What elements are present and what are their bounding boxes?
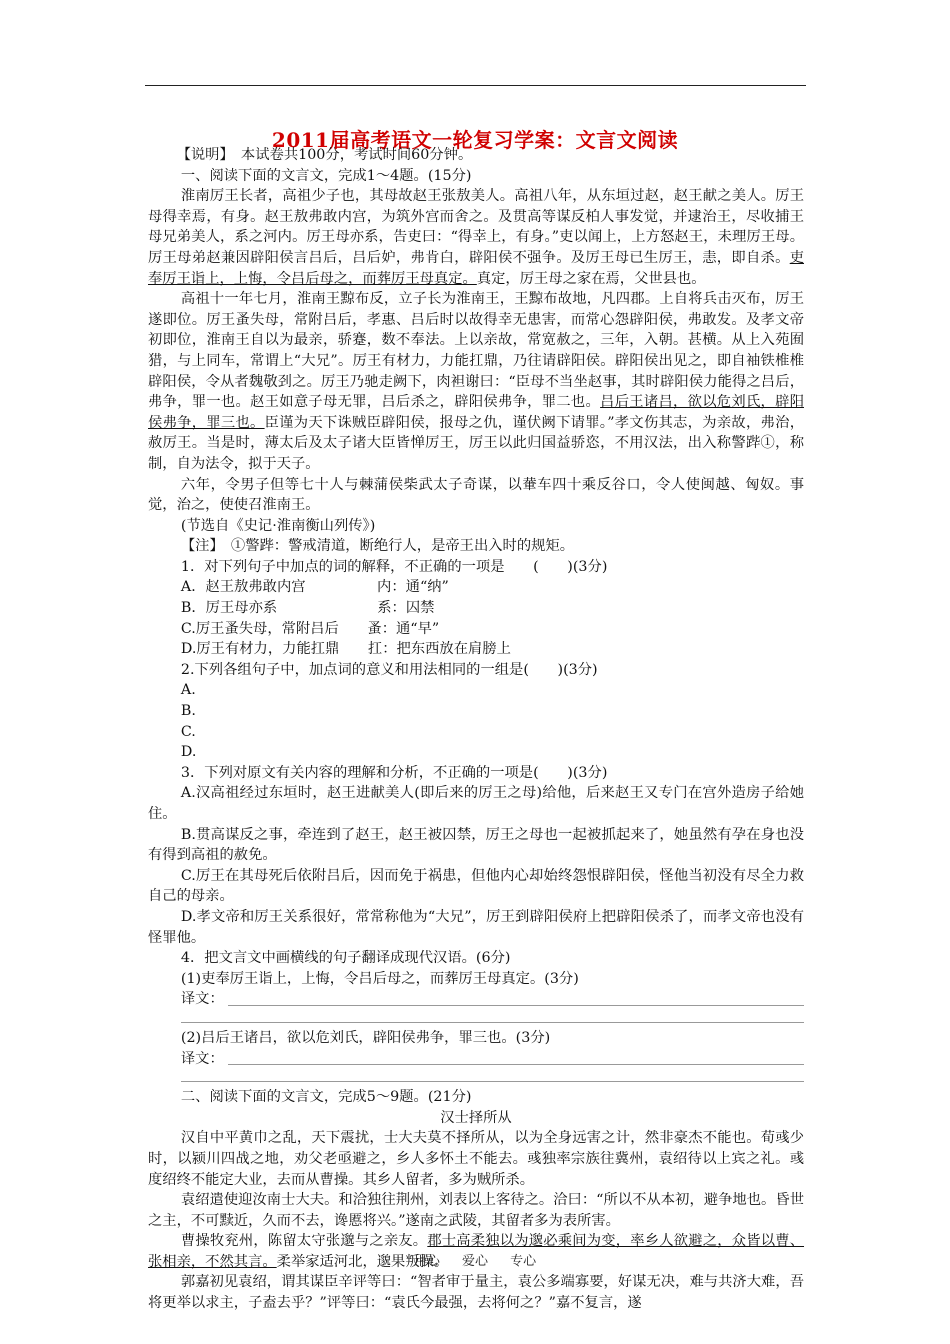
question-1: 1．对下列句子中加点的词的解释，不正确的一项是 ( )(3分) bbox=[180, 558, 608, 575]
q3-option-b: B.贯高谋反之事，牵连到了赵王，赵王被囚禁，厉王之母也一起被抓起来了，她虽然有孕在身也没有得到高祖的赦免。 bbox=[148, 826, 804, 864]
page-footer: 用心 爱心 专心 bbox=[413, 1254, 537, 1269]
document-body bbox=[148, 145, 804, 1314]
page-title: 2011届高考语文一轮复习学案：文言文阅读 bbox=[271, 128, 679, 152]
q1-option-b: B．厉王母亦系 系：囚禁 bbox=[180, 600, 435, 617]
top-rule bbox=[145, 85, 806, 86]
question-2: 2.下列各组句子中，加点词的意义和用法相同的一组是( )(3分) bbox=[180, 661, 598, 678]
answer-label: 译文： bbox=[180, 991, 224, 1008]
question-4-part2: (2)吕后王诸吕，欲以危刘氏，辟阳侯弗争，罪三也。(3分) bbox=[180, 1029, 551, 1046]
instructions-note: 【说明】 本试卷共100分，考试时间60分钟。 bbox=[176, 147, 473, 163]
answer-line-2b[interactable] bbox=[181, 1067, 804, 1082]
passage2-para3: 曹操牧兖州，陈留太守张邈与之亲友。郡士高柔独以为邈必乘间为变，率乡人欲避之，众皆以曹、张相亲，不然其言。柔举家适河北，邈果叛操。 bbox=[148, 1233, 805, 1270]
question-3: 3．下列对原文有关内容的理解和分析，不正确的一项是( )(3分) bbox=[180, 764, 608, 781]
passage1-para2: 高祖十一年七月，淮南王黥布反，立子长为淮南王，王黥布故地，凡四郡。上自将兵击灭布，厉王遂即位。厉王蚤失母，常附吕后，孝惠、吕后时以故得幸无患害，而常心怨辟阳侯，弗敢发。及孝文帝初即位，淮南王自以为最亲，骄蹇，数不奉法。上以亲故，常宽赦之，三年，入朝。甚横。从上入苑囿猎，与上同车，常谓上“大兄”。厉王有材力，力能扛鼎，乃往请辟阳侯。辟阳侯出见之，即自袖铁椎椎辟阳侯，令从者魏敬刭之。厉王乃驰走阙下，肉袒谢曰：“臣母不当坐赵事，其时辟阳侯力能得之吕后，弗争，罪一也。赵王如意子母无罪，吕后杀之，辟阳侯弗争，罪二也。吕后王诸吕，欲以危刘氏，辟阳侯弗争，罪三也。臣谨为天下诛贼臣辟阳侯，报母之仇，谨伏阙下请罪。”孝文伤其志，为亲故，弗治，赦厉王。当是时，薄太后及太子诸大臣皆惮厉王，厉王以此归国益骄恣，不用汉法，出入称警跸①，称制，自为法令，拟于天子。 bbox=[148, 291, 804, 472]
passage2-para1: 汉自中平黄巾之乱，天下震扰，士大夫莫不择所从，以为全身远害之计，然非豪杰不能也。荀彧少时，以颍川四战之地，劝父老亟避之，乡人多怀土不能去。彧独率宗族往冀州，袁绍待以上宾之礼。彧度绍终不能定大业，去而从曹操。其乡人留者，多为贼所杀。 bbox=[148, 1130, 804, 1188]
underlined-sentence-1: 吏奉厉王诣上，上悔，令吕后母之，而葬厉王母真定。 bbox=[148, 249, 804, 287]
passage1-footnote: 【注】 ①警跸：警戒清道，断绝行人，是帝王出入时的规矩。 bbox=[180, 538, 575, 555]
section2-heading: 二、阅读下面的文言文，完成5～9题。(21分) bbox=[180, 1089, 472, 1106]
answer-line-1[interactable] bbox=[148, 989, 804, 1010]
passage1-para3: 六年，令男子但等七十人与棘蒲侯柴武太子奇谋，以輂车四十乘反谷口，令人使闽越、匈奴。事觉，治之，使使召淮南王。 bbox=[148, 476, 804, 514]
passage2-para4: 郭嘉初见袁绍，谓其谋臣辛评等曰：“智者审于量主，袁公多端寡要，好谋无决，难与共济大难，吾将更举以求主，子盍去乎？”评等曰：“袁氏今最强，去将何之？”嘉不复言，遂 bbox=[148, 1274, 804, 1312]
answer-line-1b[interactable] bbox=[181, 1008, 804, 1023]
underlined-sentence-2: 吕后王诸吕，欲以危刘氏，辟阳侯弗争，罪三也。 bbox=[148, 394, 804, 431]
question-4: 4．把文言文中画横线的句子翻译成现代汉语。(6分) bbox=[180, 950, 511, 967]
underlined-sentence-3: 郡士高柔独以为邈必乘间为变，率乡人欲避之，众皆以曹、张相亲，不然其言。 bbox=[148, 1233, 805, 1270]
q2-option-b: B. bbox=[180, 703, 196, 720]
q1-option-d: D.厉王有材力，力能扛鼎 扛：把东西放在肩膀上 bbox=[180, 641, 511, 658]
q2-option-a: A. bbox=[180, 682, 196, 699]
q2-option-d: D. bbox=[180, 744, 197, 761]
q1-option-c: C.厉王蚤失母，常附吕后 蚤：通“早” bbox=[180, 620, 440, 637]
passage2-para2: 袁绍遣使迎汝南士大夫。和洽独往荆州，刘表以上客待之。洽曰：“所以不从本初，避争地也。昏世之主，不可黩近，久而不去，谗慝将兴。”遂南之武陵，其留者多为表所害。 bbox=[148, 1192, 804, 1229]
answer-label: 译文： bbox=[180, 1050, 224, 1067]
passage1-para1: 淮南厉王长者，高祖少子也，其母故赵王张敖美人。高祖八年，从东垣过赵，赵王献之美人。厉王母得幸焉，有身。赵王敖弗敢内宫，为筑外宫而舍之。及贯高等谋反柏人事发觉，并逮治王，尽收捕王母兄弟美人，系之河内。厉王母亦系，告吏曰：“得幸上，有身。”吏以闻上，上方怒赵王，未理厉王母。厉王母弟赵兼因辟阳侯言吕后，吕后妒，弗肯白，辟阳侯不强争。及厉王母已生厉王，恚，即自杀。吏奉厉王诣上，上悔，令吕后母之，而葬厉王母真定。真定，厉王母之家在焉，父世县也。 bbox=[148, 188, 804, 287]
q3-option-d: D.孝文帝和厉王关系很好，常常称他为“大兄”，厉王到辟阳侯府上把辟阳侯杀了，而孝文帝也没有怪罪他。 bbox=[148, 908, 804, 946]
passage1-source: (节选自《史记·淮南衡山列传》) bbox=[180, 517, 376, 534]
section1-heading: 一、阅读下面的文言文，完成1～4题。(15分) bbox=[180, 167, 472, 184]
q3-option-c: C.厉王在其母死后依附吕后，因而免于祸患，但他内心却始终怨恨辟阳侯，怪他当初没有尽全力救自己的母亲。 bbox=[148, 867, 804, 905]
q3-option-a: A.汉高祖经过东垣时，赵王进献美人(即后来的厉王之母)给他，后来赵王又专门在宫外造房子给她住。 bbox=[148, 785, 804, 822]
answer-line-2[interactable] bbox=[148, 1049, 804, 1070]
question-4-part1: (1)吏奉厉王诣上，上悔，令吕后母之，而葬厉王母真定。(3分) bbox=[180, 970, 579, 987]
q1-option-a: A．赵王敖弗敢内宫 内：通“纳” bbox=[180, 579, 449, 596]
passage2-title: 汉士择所从 bbox=[440, 1109, 512, 1126]
q2-option-c: C. bbox=[180, 723, 196, 740]
